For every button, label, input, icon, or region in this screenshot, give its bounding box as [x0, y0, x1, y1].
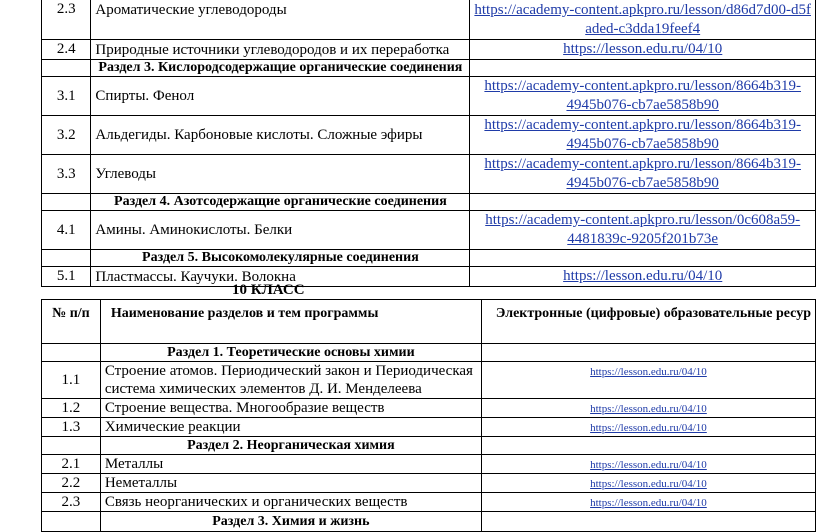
section-title-text: Раздел 2. Неорганическая химия [187, 437, 395, 453]
resource-cell [470, 211, 816, 250]
header-title [100, 300, 481, 344]
row-title-text-continued: система химических элементов Д. И. Менделеева [104, 381, 422, 397]
row-title [100, 493, 481, 512]
resource-link[interactable]: https://lesson.edu.ru/04/10 [590, 403, 707, 415]
resource-link[interactable]: https://lesson.edu.ru/04/10 [563, 268, 723, 284]
row-number-text: 2.1 [61, 455, 81, 472]
table-row [42, 40, 816, 60]
resource-link[interactable]: https://academy-content.apkpro.ru/lesson/8664b319- [484, 117, 801, 133]
resource-link-continued[interactable]: 4481839c-9205f201b73e [567, 231, 719, 247]
table-row [42, 211, 816, 250]
section-row [42, 60, 816, 77]
header-number-text: № п/п [52, 306, 90, 321]
row-number [42, 455, 101, 474]
table-row [42, 493, 816, 512]
section-title [100, 344, 481, 362]
row-title [91, 40, 470, 60]
row-number-text: 2.4 [56, 41, 76, 57]
row-number [42, 362, 101, 399]
row-number [42, 399, 101, 418]
resource-link[interactable]: https://lesson.edu.ru/04/10 [590, 366, 707, 378]
section-empty-cell [470, 250, 816, 267]
row-title [91, 77, 470, 116]
row-number-text: 3.1 [56, 87, 76, 104]
section-title-text: Раздел 3. Химия и жизнь [212, 513, 370, 529]
table-row [42, 474, 816, 493]
row-number [42, 0, 91, 40]
row-title-text: Пластмассы. Каучуки. Волокна [95, 268, 296, 285]
row-title-text: Амины. Аминокислоты. Белки [95, 222, 293, 238]
grade-title: 10 КЛАСС [232, 282, 305, 298]
table-row [42, 267, 816, 287]
resource-link-continued[interactable]: aded-c3dda19feef4 [585, 21, 701, 37]
section-row [42, 512, 816, 532]
resource-link[interactable]: https://academy-content.apkpro.ru/lesson/8664b319- [484, 156, 801, 172]
resource-link-continued[interactable]: 4945b076-cb7ae5858b90 [566, 97, 719, 113]
section-title-text: Раздел 1. Теоретические основы химии [167, 344, 415, 360]
table-header-row [42, 300, 816, 344]
section-empty-cell [42, 512, 101, 532]
resource-link[interactable]: https://academy-content.apkpro.ru/lesson/8664b319- [484, 78, 801, 94]
row-title-text: Природные источники углеводородов и их переработка [95, 41, 450, 58]
section-row [42, 437, 816, 455]
resource-cell [470, 40, 816, 60]
row-number-text: 2.2 [61, 474, 81, 491]
resource-cell [481, 493, 815, 512]
row-title [91, 116, 470, 155]
table-row [42, 455, 816, 474]
resource-cell [470, 116, 816, 155]
row-title [100, 362, 481, 399]
row-title-text: Неметаллы [104, 475, 178, 491]
row-number-text: 2.3 [61, 493, 81, 510]
section-title-text: Раздел 4. Азотсодержащие органические соединения [114, 194, 447, 209]
row-title-text: Химические реакции [104, 419, 241, 435]
row-title [100, 455, 481, 474]
resource-cell [470, 155, 816, 194]
header-resources [481, 300, 815, 344]
section-row [42, 194, 816, 211]
resource-link[interactable]: https://lesson.edu.ru/04/10 [590, 497, 707, 509]
row-number-text: 3.3 [56, 165, 76, 182]
section-empty-cell [481, 344, 815, 362]
row-title-text: Металлы [104, 456, 164, 472]
table-row [42, 155, 816, 194]
section-empty-cell [42, 194, 91, 211]
row-title-text: Углеводы [95, 166, 156, 182]
row-number [42, 211, 91, 250]
resource-cell [470, 267, 816, 287]
resource-cell [470, 77, 816, 116]
resource-cell [481, 455, 815, 474]
section-title [91, 60, 470, 77]
table-row [42, 0, 816, 40]
row-number-text: 4.1 [56, 221, 76, 238]
row-number-text: 2.3 [56, 1, 76, 17]
section-row [42, 250, 816, 267]
section-row [42, 344, 816, 362]
row-number-text: 5.1 [56, 268, 76, 284]
row-title [100, 399, 481, 418]
row-title [91, 211, 470, 250]
section-empty-cell [42, 60, 91, 77]
row-number-text: 1.3 [61, 418, 81, 435]
header-number [42, 300, 101, 344]
row-title [91, 155, 470, 194]
resource-link[interactable]: https://lesson.edu.ru/04/10 [590, 459, 707, 471]
row-number-text: 1.2 [61, 399, 81, 416]
program-table-grade-10 [41, 299, 816, 532]
table-row [42, 418, 816, 437]
row-title [100, 418, 481, 437]
row-title-text: Спирты. Фенол [95, 88, 195, 104]
section-empty-cell [470, 194, 816, 211]
resource-cell [481, 474, 815, 493]
resource-link-continued[interactable]: 4945b076-cb7ae5858b90 [566, 136, 719, 152]
section-empty-cell [42, 250, 91, 267]
resource-cell [481, 399, 815, 418]
row-title-text: Ароматические углеводороды [95, 2, 287, 18]
header-title-text: Наименование разделов и тем программы [110, 306, 379, 321]
header-resources-text: Электронные (цифровые) образовательные ресур [495, 306, 811, 321]
resource-cell [481, 362, 815, 399]
row-number-text: 1.1 [61, 371, 81, 388]
row-title-text: Строение атомов. Периодический закон и Периодическая [104, 363, 473, 379]
section-empty-cell [42, 437, 101, 455]
row-number [42, 474, 101, 493]
section-title-text: Раздел 5. Высокомолекулярные соединения [142, 250, 419, 265]
row-title [100, 474, 481, 493]
row-title [91, 0, 470, 40]
section-empty-cell [481, 512, 815, 532]
table-row [42, 362, 816, 399]
resource-link[interactable]: https://lesson.edu.ru/04/10 [590, 478, 707, 490]
row-number-text: 3.2 [56, 126, 76, 143]
table-row [42, 399, 816, 418]
section-title [91, 250, 470, 267]
section-empty-cell [481, 437, 815, 455]
row-number [42, 116, 91, 155]
row-number [42, 267, 91, 287]
section-title [100, 437, 481, 455]
row-number [42, 418, 101, 437]
resource-link[interactable]: https://academy-content.apkpro.ru/lesson/0c608a59- [485, 212, 801, 228]
program-table-top [41, 0, 816, 287]
row-title-text: Строение вещества. Многообразие веществ [104, 400, 385, 416]
section-empty-cell [42, 344, 101, 362]
table-row [42, 116, 816, 155]
resource-link[interactable]: https://lesson.edu.ru/04/10 [590, 422, 707, 434]
row-title-text: Связь неорганических и органических веществ [104, 494, 408, 510]
section-empty-cell [470, 60, 816, 77]
resource-link[interactable]: https://academy-content.apkpro.ru/lesson/d86d7d00-d5f [474, 2, 811, 18]
row-number [42, 155, 91, 194]
row-title-text: Альдегиды. Карбоновые кислоты. Сложные эфиры [95, 127, 423, 143]
resource-cell [481, 418, 815, 437]
section-title [100, 512, 481, 532]
resource-link-continued[interactable]: 4945b076-cb7ae5858b90 [566, 175, 719, 191]
section-title [91, 194, 470, 211]
resource-cell [470, 0, 816, 40]
table-row [42, 77, 816, 116]
section-title-text: Раздел 3. Кислородсодержащие органические соединения [98, 60, 463, 75]
row-number [42, 77, 91, 116]
row-number [42, 40, 91, 60]
resource-link[interactable]: https://lesson.edu.ru/04/10 [563, 41, 723, 57]
row-number [42, 493, 101, 512]
